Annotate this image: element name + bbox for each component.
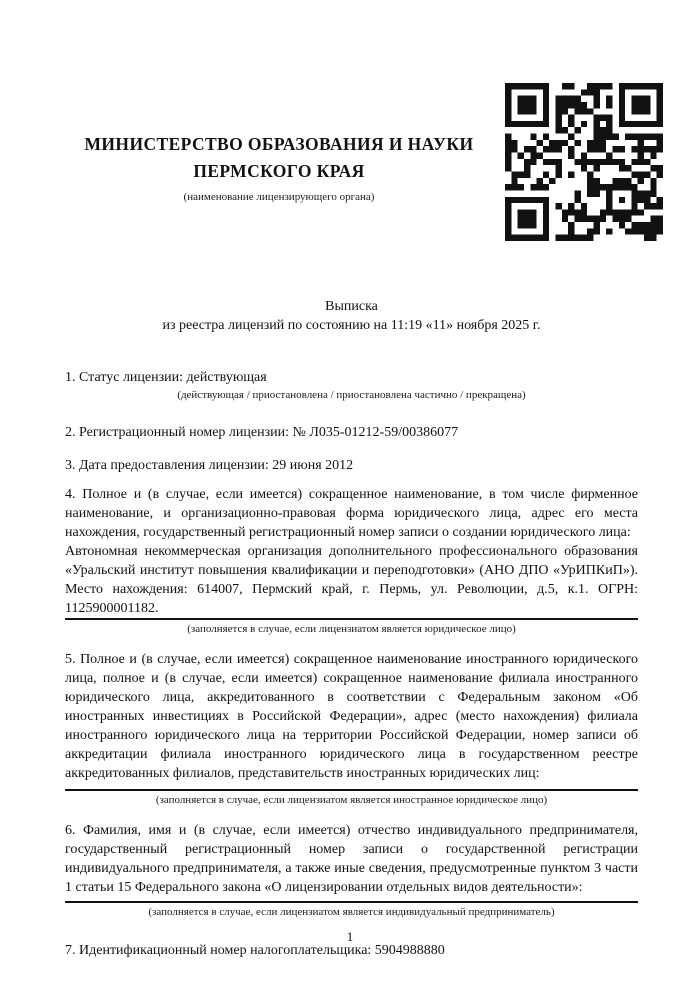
qr-code-icon [505, 83, 663, 241]
item-3-license-date: 3. Дата предоставления лицензии: 29 июня 2012 [65, 458, 354, 473]
authority-name-line2: ПЕРМСКОГО КРАЯ [193, 161, 365, 181]
qr-code-image [505, 83, 663, 241]
item-5-foreign-entity-label: 5. Полное и (в случае, если имеется) сокращенное наименование иностранного юридического лица, полное и (в случае, если имеется) сокращенное наименование филиала иностранного юридического лица, аккредитованного в соответствии с Федеральным законом «Об иностранных инвестициях в Российской Федерации», адрес (место нахождения) филиала иностранного юридического лица на территории Российской Федерации, номер записи об аккредитации филиала иностранного юридического лица в государственном реестре аккредитованных филиалов, представительств иностранных юридических лиц: [65, 652, 638, 781]
item-5-caption: (заполняется в случае, если лицензиатом является иностранное юридическое лицо) [155, 794, 548, 806]
item-2-registration-number: 2. Регистрационный номер лицензии: № Л035-01212-59/00386077 [65, 425, 459, 440]
item-6-fill-line [65, 901, 638, 919]
item-4-legal-entity-value: Автономная некоммерческая организация дополнительного профессионального образования «Уральский институт повышения квалификации и переподготовки» (АНО ДПО «УрИПКиП»). Место нахождения: 614007, Пермский край, г. Пермь, ул. Революции, д.5, к.1. ОГРН: 1125900001182. [65, 544, 638, 616]
page-number: 1 [346, 929, 354, 944]
item-1-caption: (действующая / приостановлена / приостановлена частично / прекращена) [177, 389, 526, 401]
item-5-fill-line [65, 789, 638, 807]
item-7-taxpayer-number: 7. Идентификационный номер налогоплательщика: 5904988880 [65, 943, 445, 958]
item-6-entrepreneur-label: 6. Фамилия, имя и (в случае, если имеется) отчество индивидуального предпринимателя, государственный регистрационный номер записи о государственной регистрации индивидуального предпринимателя, а также иные сведения, предусмотренные пунктом 3 части 1 статьи 15 Федерального закона «О лицензировании отдельных видов деятельности»: [65, 823, 638, 895]
document-title-line1: Выписка [325, 299, 378, 314]
authority-name-line1: МИНИСТЕРСТВО ОБРАЗОВАНИЯ И НАУКИ [84, 134, 474, 154]
licensing-authority-header [65, 131, 493, 203]
item-4-caption: (заполняется в случае, если лицензиатом является юридическое лицо) [187, 623, 516, 635]
authority-caption: (наименование лицензирующего органа) [183, 191, 375, 203]
document-title [65, 297, 638, 335]
item-4-fill-line [65, 618, 638, 636]
item-6-caption: (заполняется в случае, если лицензиатом является индивидуальный предприниматель) [148, 906, 555, 918]
item-4-legal-entity-label: 4. Полное и (в случае, если имеется) сокращенное наименование, в том числе фирменное наименование, и организационно-правовая форма юридического лица, адрес его места нахождения, государственный регистрационный номер записи о создании юридического лица: [65, 487, 638, 540]
item-1-license-status: 1. Статус лицензии: действующая [65, 370, 267, 385]
items-list [65, 368, 638, 960]
document-title-line2: из реестра лицензий по состоянию на 11:19 «11» ноября 2025 г. [162, 318, 541, 333]
